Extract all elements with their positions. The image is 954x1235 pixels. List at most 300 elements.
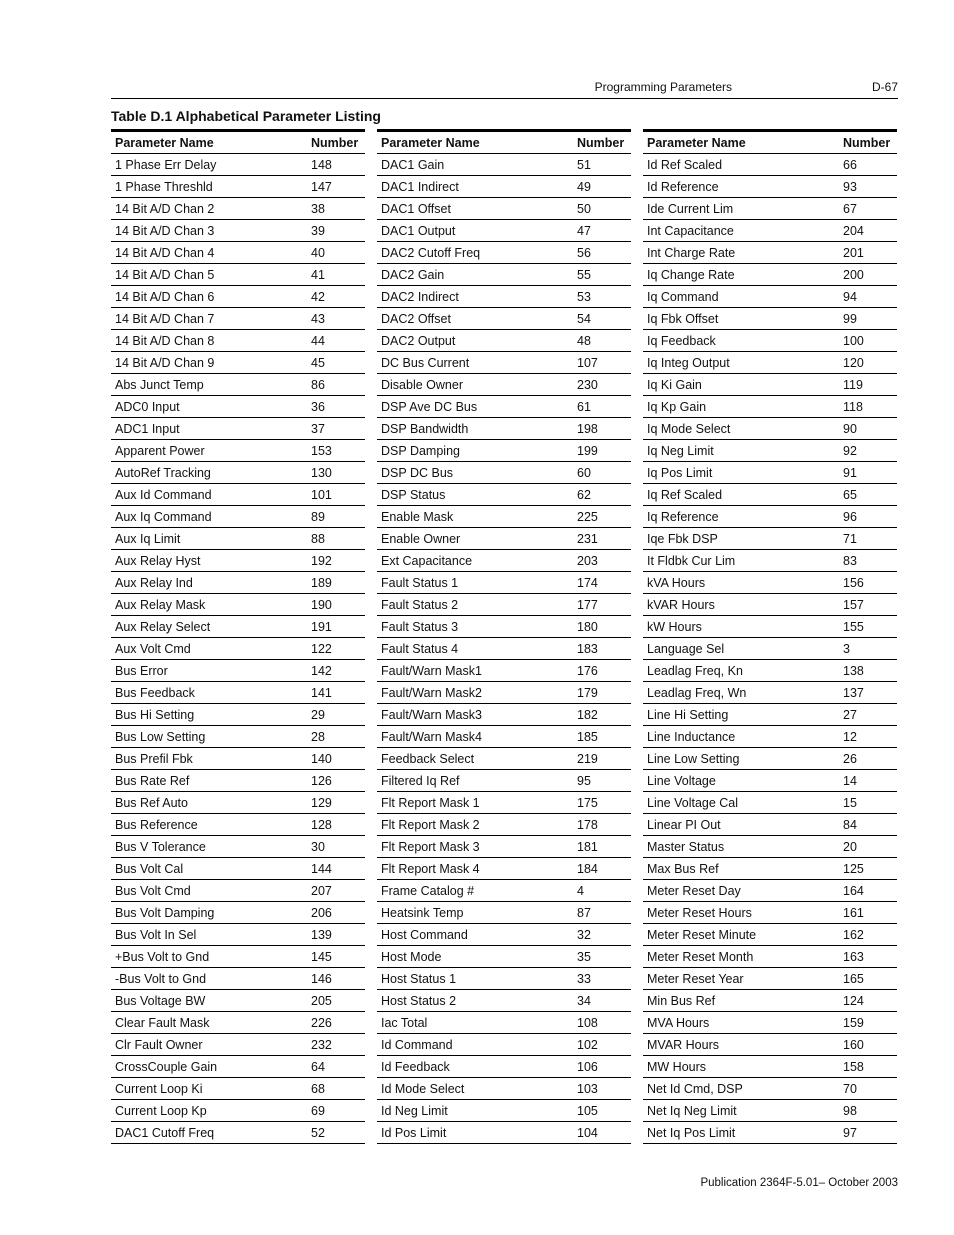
parameter-number: 163 (843, 949, 864, 964)
table-row (377, 264, 631, 286)
page-number: D-67 (871, 80, 898, 94)
table-row (643, 946, 897, 968)
parameter-number: 67 (843, 201, 857, 216)
parameter-name: CrossCouple Gain (115, 1059, 218, 1074)
table-row (643, 836, 897, 858)
parameter-number: 207 (311, 883, 332, 898)
table-row (377, 352, 631, 374)
table-row (643, 550, 897, 572)
table-row (111, 506, 365, 528)
parameter-name: DAC2 Gain (381, 267, 445, 282)
parameter-number: 4 (577, 883, 584, 898)
table-row (111, 660, 365, 682)
parameter-number: 158 (843, 1059, 864, 1074)
parameter-name: Aux Relay Ind (115, 575, 193, 590)
parameter-name: Bus Volt Cal (115, 861, 184, 876)
parameter-name: Language Sel (647, 641, 725, 656)
parameter-name: Iqe Fbk DSP (647, 531, 718, 546)
table-row (377, 858, 631, 880)
parameter-name: Master Status (647, 839, 725, 854)
table-row (643, 572, 897, 594)
parameter-name: DAC2 Output (381, 333, 456, 348)
table-row (643, 616, 897, 638)
table-row (111, 462, 365, 484)
parameter-number: 94 (843, 289, 857, 304)
table-row (111, 572, 365, 594)
parameter-name: 1 Phase Threshld (115, 179, 213, 194)
table-row (377, 506, 631, 528)
table-row (377, 814, 631, 836)
parameter-name: Aux Relay Hyst (115, 553, 201, 568)
parameter-number: 205 (311, 993, 332, 1008)
parameter-name: Host Command (381, 927, 468, 942)
parameter-number: 40 (311, 245, 325, 260)
parameter-name: Clr Fault Owner (115, 1037, 203, 1052)
table-row (377, 418, 631, 440)
parameter-number: 179 (577, 685, 598, 700)
table-row (111, 990, 365, 1012)
parameter-number: 160 (843, 1037, 864, 1052)
table-row (377, 330, 631, 352)
parameter-name: Disable Owner (381, 377, 463, 392)
parameter-number: 120 (843, 355, 864, 370)
parameter-number: 42 (311, 289, 325, 304)
parameter-number: 165 (843, 971, 864, 986)
table-row (111, 682, 365, 704)
table-row (377, 1012, 631, 1034)
table-row (111, 814, 365, 836)
parameter-number: 93 (843, 179, 857, 194)
parameter-name: Fault/Warn Mask2 (381, 685, 482, 700)
parameter-name: Min Bus Ref (647, 993, 716, 1008)
parameter-name: Iq Mode Select (647, 421, 731, 436)
parameter-number: 191 (311, 619, 332, 634)
table-row (377, 1034, 631, 1056)
table-row (111, 1078, 365, 1100)
parameter-number: 48 (577, 333, 591, 348)
table-row (111, 374, 365, 396)
parameter-number: 54 (577, 311, 591, 326)
parameter-name: Clear Fault Mask (115, 1015, 210, 1030)
table-row (643, 330, 897, 352)
parameter-number: 119 (843, 377, 863, 392)
parameter-number: 35 (577, 949, 591, 964)
table-row (643, 726, 897, 748)
table-row (377, 880, 631, 902)
parameter-number: 184 (577, 861, 598, 876)
parameter-number: 69 (311, 1103, 325, 1118)
parameter-number: 125 (843, 861, 864, 876)
parameter-name: Line Low Setting (647, 751, 740, 766)
table-row (377, 484, 631, 506)
parameter-number: 107 (577, 355, 598, 370)
parameter-number: 126 (311, 773, 332, 788)
parameter-name: Id Command (381, 1037, 453, 1052)
table-row (643, 462, 897, 484)
table-row (377, 1100, 631, 1122)
parameter-name: DAC1 Indirect (381, 179, 459, 194)
table-row (643, 990, 897, 1012)
table-row (377, 440, 631, 462)
table-row (111, 726, 365, 748)
table-row (377, 748, 631, 770)
table-row (377, 1122, 631, 1144)
table-row (377, 176, 631, 198)
parameter-number: 50 (577, 201, 591, 216)
parameter-name: DC Bus Current (381, 355, 470, 370)
parameter-name: Frame Catalog # (381, 883, 475, 898)
table-row (643, 924, 897, 946)
table-row (643, 286, 897, 308)
parameter-number: 26 (843, 751, 857, 766)
table-column-3 (643, 129, 897, 1144)
parameter-name: Iq Command (647, 289, 719, 304)
parameter-name: Ext Capacitance (381, 553, 473, 568)
parameter-number: 155 (843, 619, 864, 634)
table-row (377, 704, 631, 726)
parameter-number: 71 (843, 531, 857, 546)
parameter-name: Id Feedback (381, 1059, 450, 1074)
parameter-name: Id Mode Select (381, 1081, 465, 1096)
table-row (643, 814, 897, 836)
table-row (377, 770, 631, 792)
table-row (643, 440, 897, 462)
parameter-name: MW Hours (647, 1059, 707, 1074)
parameter-name: Max Bus Ref (647, 861, 719, 876)
header-number: Number (843, 135, 891, 150)
table-row (111, 1012, 365, 1034)
parameter-number: 56 (577, 245, 591, 260)
parameter-number: 231 (577, 531, 598, 546)
table-row (377, 462, 631, 484)
table-row (111, 528, 365, 550)
parameter-number: 192 (311, 553, 332, 568)
parameter-name: Iq Pos Limit (647, 465, 713, 480)
parameter-number: 219 (577, 751, 598, 766)
parameter-number: 144 (311, 861, 332, 876)
parameter-name: +Bus Volt to Gnd (115, 949, 210, 964)
parameter-number: 104 (577, 1125, 598, 1140)
table-row (111, 308, 365, 330)
parameter-number: 32 (577, 927, 591, 942)
parameter-number: 38 (311, 201, 325, 216)
parameter-name: Bus Volt Damping (115, 905, 215, 920)
parameter-number: 53 (577, 289, 591, 304)
table-row (111, 748, 365, 770)
table-row (377, 990, 631, 1012)
parameter-number: 103 (577, 1081, 598, 1096)
table-row (643, 396, 897, 418)
parameter-name: Iq Ki Gain (647, 377, 702, 392)
column-header (377, 129, 631, 154)
parameter-name: Id Reference (647, 179, 719, 194)
parameter-name: Bus Error (115, 663, 168, 678)
table-row (111, 418, 365, 440)
parameter-number: 51 (577, 157, 591, 172)
parameter-name: Flt Report Mask 4 (381, 861, 480, 876)
parameter-name: -Bus Volt to Gnd (115, 971, 207, 986)
parameter-name: Fault/Warn Mask4 (381, 729, 482, 744)
parameter-name: Filtered Iq Ref (381, 773, 460, 788)
parameter-number: 156 (843, 575, 864, 590)
table-row (377, 374, 631, 396)
parameter-name: Flt Report Mask 1 (381, 795, 480, 810)
table-row (643, 1056, 897, 1078)
parameter-name: 14 Bit A/D Chan 5 (115, 267, 215, 282)
table-row (111, 836, 365, 858)
parameter-number: 118 (843, 399, 863, 414)
table-row (377, 968, 631, 990)
table-row (111, 616, 365, 638)
table-row (377, 220, 631, 242)
table-row (643, 858, 897, 880)
table-row (643, 418, 897, 440)
parameter-number: 200 (843, 267, 864, 282)
parameter-number: 96 (843, 509, 857, 524)
table-row (111, 968, 365, 990)
parameter-number: 138 (843, 663, 864, 678)
parameter-number: 226 (311, 1015, 332, 1030)
table-row (643, 528, 897, 550)
parameter-name: Flt Report Mask 3 (381, 839, 480, 854)
parameter-name: Line Inductance (647, 729, 736, 744)
parameter-number: 106 (577, 1059, 598, 1074)
parameter-name: DAC1 Cutoff Freq (115, 1125, 215, 1140)
parameter-name: DAC2 Indirect (381, 289, 459, 304)
parameter-number: 70 (843, 1081, 857, 1096)
parameter-number: 20 (843, 839, 857, 854)
parameter-name: Iq Ref Scaled (647, 487, 723, 502)
table-row (643, 748, 897, 770)
parameter-name: Ide Current Lim (647, 201, 734, 216)
parameter-number: 142 (311, 663, 332, 678)
parameter-number: 64 (311, 1059, 325, 1074)
table-row (643, 880, 897, 902)
parameter-name: Host Status 1 (381, 971, 457, 986)
parameter-name: It Fldbk Cur Lim (647, 553, 736, 568)
parameter-number: 99 (843, 311, 857, 326)
parameter-name: 1 Phase Err Delay (115, 157, 217, 172)
table-row (111, 902, 365, 924)
parameter-name: Meter Reset Year (647, 971, 744, 986)
parameter-name: Bus V Tolerance (115, 839, 206, 854)
parameter-name: Iq Neg Limit (647, 443, 714, 458)
parameter-number: 41 (311, 267, 325, 282)
header-parameter-name: Parameter Name (647, 135, 746, 150)
parameter-name: 14 Bit A/D Chan 8 (115, 333, 215, 348)
parameter-number: 44 (311, 333, 325, 348)
table-row (643, 704, 897, 726)
parameter-number: 201 (843, 245, 864, 260)
parameter-name: Aux Iq Command (115, 509, 212, 524)
parameter-number: 124 (843, 993, 864, 1008)
table-row (377, 550, 631, 572)
parameter-number: 198 (577, 421, 598, 436)
parameter-name: DAC2 Cutoff Freq (381, 245, 481, 260)
header-parameter-name: Parameter Name (381, 135, 480, 150)
parameter-number: 39 (311, 223, 325, 238)
table-row (111, 1100, 365, 1122)
table-row (643, 220, 897, 242)
parameter-name: Aux Id Command (115, 487, 212, 502)
parameter-name: Fault Status 3 (381, 619, 459, 634)
table-row (111, 198, 365, 220)
table-row (377, 946, 631, 968)
parameter-number: 122 (311, 641, 332, 656)
parameter-name: DSP Ave DC Bus (381, 399, 478, 414)
parameter-name: Linear PI Out (647, 817, 721, 832)
table-row (377, 1078, 631, 1100)
parameter-name: Net Iq Neg Limit (647, 1103, 737, 1118)
parameter-name: Bus Voltage BW (115, 993, 206, 1008)
parameter-name: ADC1 Input (115, 421, 180, 436)
parameter-number: 66 (843, 157, 857, 172)
table-row (377, 308, 631, 330)
parameter-number: 102 (577, 1037, 598, 1052)
table-row (643, 242, 897, 264)
parameter-name: Bus Reference (115, 817, 198, 832)
parameter-number: 180 (577, 619, 598, 634)
parameter-name: Meter Reset Day (647, 883, 741, 898)
table-row (111, 286, 365, 308)
table-row (643, 176, 897, 198)
table-title: Table D.1 Alphabetical Parameter Listing (111, 108, 381, 124)
parameter-name: Iq Kp Gain (647, 399, 707, 414)
table-row (111, 792, 365, 814)
parameter-name: Aux Relay Mask (115, 597, 206, 612)
parameter-number: 83 (843, 553, 857, 568)
parameter-name: Abs Junct Temp (115, 377, 204, 392)
parameter-name: Id Ref Scaled (647, 157, 723, 172)
table-row (377, 616, 631, 638)
table-row (643, 792, 897, 814)
parameter-number: 159 (843, 1015, 864, 1030)
table-row (377, 154, 631, 176)
parameter-number: 139 (311, 927, 332, 942)
table-row (643, 374, 897, 396)
parameter-number: 27 (843, 707, 857, 722)
parameter-name: Aux Relay Select (115, 619, 211, 634)
parameter-name: Bus Low Setting (115, 729, 206, 744)
table-row (643, 1078, 897, 1100)
parameter-name: Fault Status 4 (381, 641, 459, 656)
parameter-number: 148 (311, 157, 332, 172)
parameter-name: Bus Rate Ref (115, 773, 190, 788)
parameter-name: Bus Prefil Fbk (115, 751, 193, 766)
table-row (643, 308, 897, 330)
parameter-number: 232 (311, 1037, 332, 1052)
table-row (643, 682, 897, 704)
table-row (111, 396, 365, 418)
header-number: Number (577, 135, 625, 150)
parameter-name: Iq Reference (647, 509, 719, 524)
parameter-number: 60 (577, 465, 591, 480)
parameter-number: 43 (311, 311, 325, 326)
parameter-number: 162 (843, 927, 864, 942)
parameter-number: 225 (577, 509, 598, 524)
table-row (643, 1034, 897, 1056)
parameter-number: 203 (577, 553, 598, 568)
parameter-name: Iq Integ Output (647, 355, 730, 370)
parameter-name: DSP DC Bus (381, 465, 454, 480)
table-row (643, 594, 897, 616)
table-row (111, 484, 365, 506)
table-row (111, 330, 365, 352)
parameter-number: 101 (311, 487, 332, 502)
section-title: Programming Parameters (594, 80, 732, 94)
table-row (643, 506, 897, 528)
parameter-name: 14 Bit A/D Chan 6 (115, 289, 215, 304)
parameter-name: Current Loop Kp (115, 1103, 207, 1118)
parameter-number: 49 (577, 179, 591, 194)
table-row (111, 880, 365, 902)
parameter-name: Bus Volt In Sel (115, 927, 197, 942)
parameter-number: 52 (311, 1125, 325, 1140)
table-row (377, 792, 631, 814)
parameter-number: 185 (577, 729, 598, 744)
parameter-name: Iac Total (381, 1015, 428, 1030)
table-row (643, 198, 897, 220)
parameter-number: 88 (311, 531, 325, 546)
table-row (643, 902, 897, 924)
parameter-name: Int Capacitance (647, 223, 734, 238)
parameter-name: DSP Status (381, 487, 446, 502)
parameter-number: 15 (843, 795, 857, 810)
parameter-name: Int Charge Rate (647, 245, 736, 260)
table-row (377, 242, 631, 264)
parameter-number: 174 (577, 575, 598, 590)
parameter-number: 140 (311, 751, 332, 766)
parameter-name: 14 Bit A/D Chan 3 (115, 223, 215, 238)
table-row (643, 770, 897, 792)
parameter-number: 98 (843, 1103, 857, 1118)
parameter-name: 14 Bit A/D Chan 4 (115, 245, 215, 260)
parameter-number: 176 (577, 663, 598, 678)
parameter-name: Enable Mask (381, 509, 454, 524)
table-row (377, 836, 631, 858)
parameter-number: 37 (311, 421, 325, 436)
table-row (643, 264, 897, 286)
parameter-number: 153 (311, 443, 332, 458)
table-row (111, 1122, 365, 1144)
table-row (111, 264, 365, 286)
parameter-name: AutoRef Tracking (115, 465, 211, 480)
parameter-number: 175 (577, 795, 598, 810)
table-row (643, 154, 897, 176)
parameter-number: 147 (311, 179, 332, 194)
table-row (377, 902, 631, 924)
parameter-name: DAC2 Offset (381, 311, 451, 326)
parameter-number: 164 (843, 883, 864, 898)
parameter-name: Fault/Warn Mask1 (381, 663, 482, 678)
parameter-number: 89 (311, 509, 325, 524)
parameter-name: Line Hi Setting (647, 707, 729, 722)
parameter-name: Bus Feedback (115, 685, 195, 700)
parameter-number: 91 (843, 465, 857, 480)
table-row (111, 242, 365, 264)
parameter-name: Iq Feedback (647, 333, 716, 348)
table-column-1 (111, 129, 365, 1144)
page-header (0, 80, 898, 94)
parameter-number: 145 (311, 949, 332, 964)
parameter-number: 178 (577, 817, 598, 832)
parameter-name: Iq Change Rate (647, 267, 735, 282)
table-row (111, 176, 365, 198)
parameter-number: 129 (311, 795, 332, 810)
header-parameter-name: Parameter Name (115, 135, 214, 150)
parameter-number: 204 (843, 223, 864, 238)
parameter-name: Fault Status 2 (381, 597, 459, 612)
